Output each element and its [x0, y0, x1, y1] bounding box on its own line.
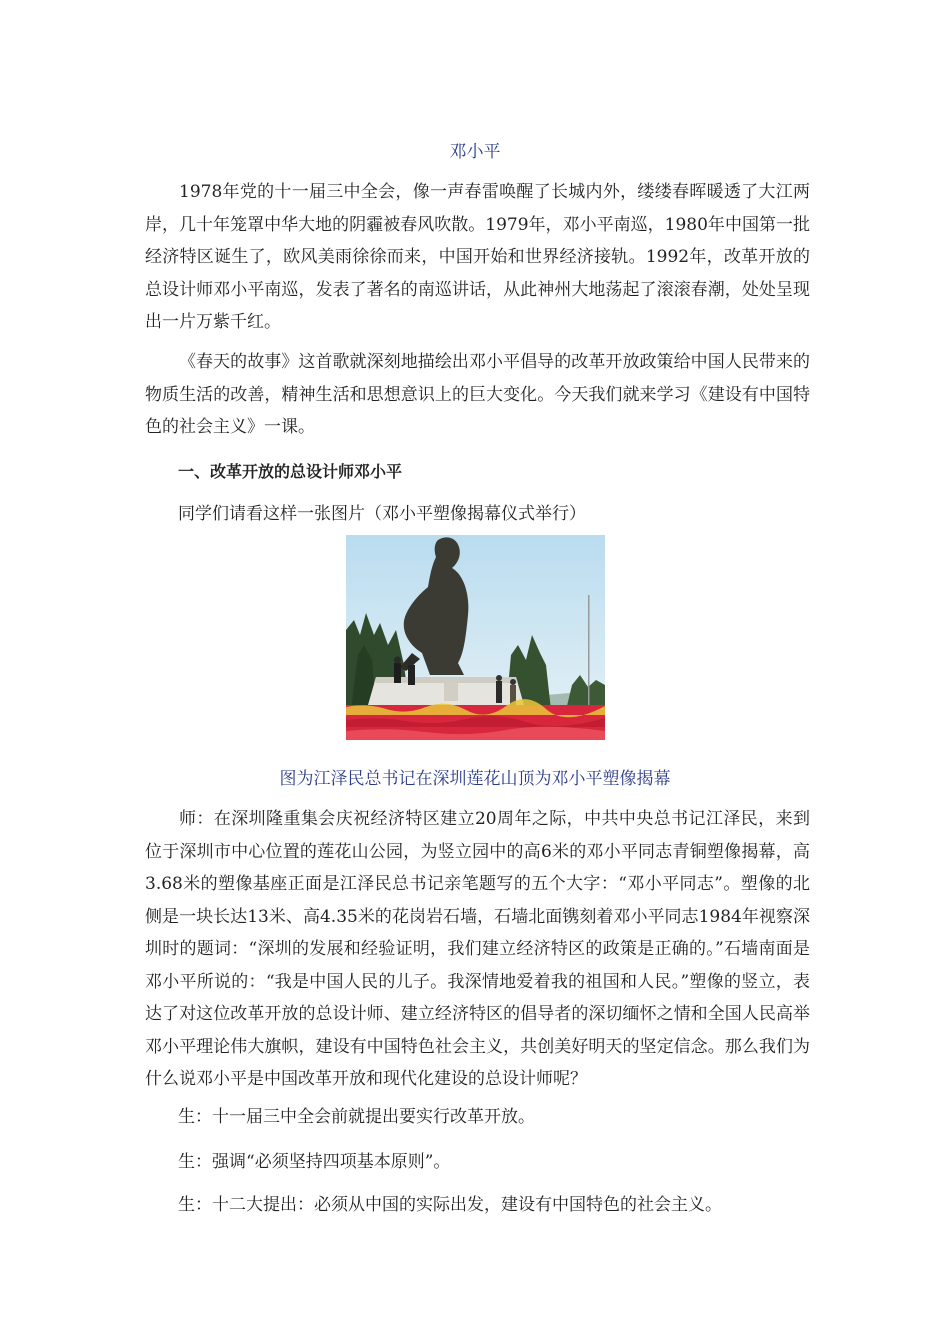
section-heading: 一、改革开放的总设计师邓小平	[178, 462, 403, 481]
student-answer-1: 生：十一届三中全会前就提出要实行改革开放。	[178, 1107, 535, 1127]
student-answer-3: 生：十二大提出：必须从中国的实际出发，建设有中国特色的社会主义。	[178, 1195, 722, 1215]
intro-paragraph-2: 《春天的故事》这首歌就深刻地描绘出邓小平倡导的改革开放政策给中国人民带来的物质生活的改善，精神生活和思想意识上的巨大变化。今天我们就来学习《建设有中国特色的社会主义》一课。	[145, 352, 810, 437]
statue-photo-icon	[346, 535, 605, 740]
page-title: 邓小平	[449, 142, 501, 162]
image-caption: 图为江泽民总书记在深圳莲花山顶为邓小平塑像揭幕	[279, 769, 671, 789]
intro-paragraph-1: 1978年党的十一届三中全会，像一声春雷唤醒了长城内外，缕缕春晖暖透了大江两岸，几十年笼罩中华大地的阴霾被春风吹散。1979年，邓小平南巡，1980年中国第一批经济特区诞生了，欧风美雨徐徐而来，中国开始和世界经济接轨。1992年，改革开放的总设计师邓小平南巡，发表了著名的南巡讲话，从此神州大地荡起了滚滚春潮，处处呈现出一片万紫千红。	[145, 182, 810, 332]
student-answer-2: 生：强调“必须坚持四项基本原则”。	[178, 1152, 451, 1172]
statue-photo	[346, 535, 605, 740]
image-intro-text: 同学们请看这样一张图片（邓小平塑像揭幕仪式举行）	[178, 504, 586, 524]
teacher-paragraph: 师：在深圳隆重集会庆祝经济特区建立20周年之际，中共中央总书记江泽民，来到位于深圳市中心位置的莲花山公园，为竖立园中的高6米的邓小平同志青铜塑像揭幕，高3.68米的塑像基座正面是江泽民总书记亲笔题写的五个大字：“邓小平同志”。塑像的北侧是一块长达13米、高4.35米的花岗岩石墙，石墙北面镌刻着邓小平同志1984年视察深圳时的题词：“深圳的发展和经验证明，我们建立经济特区的政策是正确的。”石墙南面是邓小平所说的：“我是中国人民的儿子。我深情地爱着我的祖国和人民。”塑像的竖立，表达了对这位改革开放的总设计师、建立经济特区的倡导者的深切缅怀之情和全国人民高举邓小平理论伟大旗帜，建设有中国特色社会主义，共创美好明天的坚定信念。那么我们为什么说邓小平是中国改革开放和现代化建设的总设计师呢？	[145, 809, 810, 1089]
